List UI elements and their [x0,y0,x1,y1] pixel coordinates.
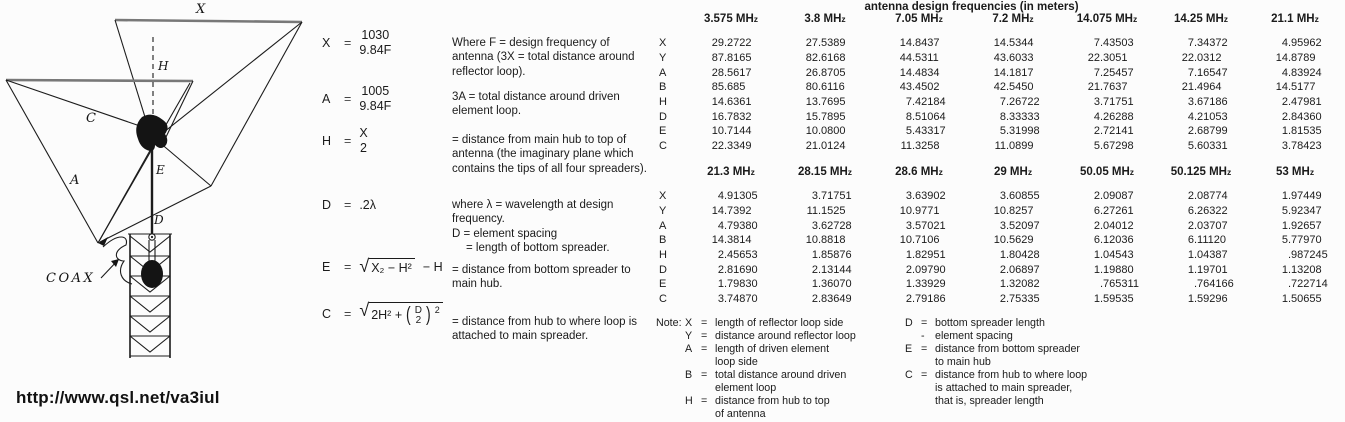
antenna-diagram [0,0,320,380]
label-e: E [156,163,165,177]
table-row [650,277,1345,292]
formula-e: E = √ X₂ − H² − H [322,256,443,276]
note-line: A = length of driven element [685,343,830,355]
row-label: C [659,293,667,306]
table-value: 1 .97449 [1281,190,1322,203]
table-value: 10 .7144 [711,125,752,138]
explanation-h: = distance from main hub to top of antenna (the imaginary plane which contains the tips of all four spreaders). [452,134,647,175]
table-value: 1 .04387 [1187,249,1228,262]
column-header: 28.6 MH z [895,166,943,178]
note-line: C = distance from hub to where loop [905,369,1088,381]
table-value: 2 .03707 [1187,219,1228,232]
table-value: 10 .8818 [805,234,846,247]
formula-h: H = X 2 [322,126,368,155]
table-value: 2 .81690 [717,263,758,276]
table-row [650,248,1345,263]
table-value: 8 .51064 [905,110,946,123]
label-coax: COAX [46,271,96,286]
row-label: X [659,190,667,203]
note-line: loop side [715,356,758,368]
table-value: 3 .63902 [905,190,946,203]
formula-c: C = √ 2H² + ( D 2 ) 2 [322,302,443,325]
row-label: E [659,278,667,291]
explanation-f: Where F = design frequency of antenna (3X = total distance around reflector loop). [452,37,635,78]
table-value: 21 .7637 [1087,81,1128,94]
table-value: 80 .6116 [805,81,845,94]
table-value: 8 .33333 [999,110,1040,123]
table-value: 26 .8705 [805,66,846,79]
table-value: 22 .0312 [1181,52,1222,65]
table-value: 1 .19701 [1187,263,1228,276]
table-value: 14 .5344 [993,37,1034,50]
table-value: 1 .92657 [1281,219,1322,232]
column-header: 21.3 MH z [707,166,755,178]
table-value: 16 .7832 [711,110,752,123]
row-label: A [659,219,667,232]
label-x: X [196,2,206,17]
balun-blob [141,260,163,288]
table-value: 11 .3258 [900,140,940,153]
table-value: 42 .5450 [993,81,1034,94]
table-value: 4 .95962 [1281,37,1322,50]
table-value: 14 .5177 [1275,81,1316,94]
table-value: 6 .26322 [1187,205,1228,218]
table-value: 2 .68799 [1187,125,1228,138]
table-value: 2 .09790 [905,263,946,276]
row-label: D [659,110,667,123]
table-value: 2 .04012 [1093,219,1134,232]
row-label: B [659,234,667,247]
note-line: B = total distance around driven [685,369,847,381]
table-value: 6 .12036 [1093,234,1134,247]
table-value: 2 .47981 [1281,96,1322,109]
table-value: 2 .72141 [1093,125,1134,138]
driven-top-wire [6,80,193,81]
table-value: 2 .13144 [811,263,852,276]
table-value: 7 .34372 [1187,37,1228,50]
table-value: 3 .74870 [717,293,758,306]
table-row [650,189,1345,204]
table-value: 2 .79186 [905,293,946,306]
table-value: 3 .60855 [999,190,1040,203]
tower-lattice [128,234,172,358]
table-value: 85 .685 [711,81,746,94]
table-value: 14 .8437 [899,37,940,50]
table-value: 3 .67186 [1187,96,1228,109]
row-label: H [659,96,667,109]
table-value: 82 .6168 [805,52,846,65]
table-row [650,36,1345,51]
table-row [650,292,1345,307]
table-value: .987245 [1288,249,1328,262]
row-label: D [659,263,667,276]
note-label: Note: [656,317,682,329]
table-value: 43 .4502 [899,81,940,94]
table-value: 5 .92347 [1281,205,1322,218]
table-value: 7 .25457 [1093,66,1134,79]
note-line: is attached to main spreader, [935,382,1073,394]
table-value: 5 .77970 [1281,234,1322,247]
column-header: 7.05 MH z [895,13,943,25]
table-value: 2 .45653 [717,249,758,262]
table-value: 14 .3814 [711,234,752,247]
table-value: 3 .62728 [811,219,852,232]
main-hub [136,115,167,151]
table-value: 5 .43317 [905,125,946,138]
table-value: .722714 [1288,278,1328,291]
table-value: 87 .8165 [711,52,752,65]
table-value: 44 .5311 [899,52,939,65]
table-value: 1 .50655 [1281,293,1322,306]
table-value: 1 .81535 [1281,125,1322,138]
row-label: C [659,140,667,153]
table-row [650,95,1345,110]
table-value: 1 .82951 [905,249,946,262]
table-value: 1 .59296 [1187,293,1228,306]
table-value: 29 .2722 [711,37,752,50]
table-row [650,204,1345,219]
column-header: 28.15 MH z [797,166,853,178]
table-row [650,51,1345,66]
table-value: 13 .7695 [805,96,846,109]
table-value: 2 .83649 [811,293,852,306]
note-line: that is, spreader length [935,395,1044,407]
table-value: 3 .57021 [905,219,946,232]
note-line: H = distance from hub to top [685,395,830,407]
note-line: D = bottom spreader length [905,317,1045,329]
table-value: 10 .0800 [805,125,846,138]
frequency-table-1 [650,13,1345,154]
table-value: 1 .13208 [1281,263,1322,276]
table-value: 14 .7392 [711,205,752,218]
table-value: 1 .32082 [999,278,1040,291]
table-value: 27 .5389 [805,37,846,50]
table-value: 6 .27261 [1093,205,1134,218]
table-value: 4 .79380 [717,219,758,232]
table-value: .764166 [1194,278,1234,291]
table-value: 5 .67298 [1093,140,1134,153]
table-row [650,124,1345,139]
table-value: 15 .7895 [805,110,846,123]
table-value: 7 .26722 [999,96,1040,109]
table-value: 14 .1817 [993,66,1034,79]
table-value: 4 .83924 [1281,66,1322,79]
table-row [650,139,1345,154]
table-value: 1 .85876 [811,249,852,262]
table-value: 1 .33929 [905,278,946,291]
reflector-top-wire [115,20,302,22]
table-value: 2 .08774 [1187,190,1228,203]
table-value: 10 .7106 [899,234,940,247]
table-value: 2 .09087 [1093,190,1134,203]
table-value: 3 .78423 [1281,140,1322,153]
table-value: 14 .6361 [711,96,752,109]
note-line: X = length of reflector loop side [685,317,844,329]
row-label: B [659,81,667,94]
table-value: 1 .04543 [1093,249,1134,262]
table-value: 21 .4964 [1181,81,1222,94]
table-row [650,65,1345,80]
row-label: X [659,37,667,50]
table-value: 4 .21053 [1187,110,1228,123]
formula-a: A = 1005 9.84F [322,84,392,113]
explanation-3a: 3A = total distance around driven element loop. [452,91,620,118]
note-line: to main hub [935,356,991,368]
row-label: E [659,125,667,138]
table-value: 10 .5629 [993,234,1034,247]
column-header: 53 MH z [1275,166,1315,178]
table-value: 3 .71751 [811,190,852,203]
table-value: 3 .71751 [1093,96,1134,109]
table-value: 1 .19880 [1093,263,1134,276]
table-value: 7 .42184 [905,96,946,109]
table-row [650,233,1345,248]
row-label: A [659,66,667,79]
table-value: 1 .80428 [999,249,1040,262]
table-value: 22 .3349 [711,140,752,153]
table-value: 11 .0899 [994,140,1034,153]
table-value: 7 .43503 [1093,37,1134,50]
table-value: 11 .1525 [806,205,846,218]
note-line: E = distance from bottom spreader [905,343,1080,355]
table-value: 2 .06897 [999,263,1040,276]
table-value: 1 .36070 [811,278,852,291]
table-value: 3 .52097 [999,219,1040,232]
frequency-table-2 [650,166,1345,307]
table-title: antenna design frequencies (in meters) [864,1,1079,13]
table-value: 14 .8789 [1275,52,1316,65]
table-value: 10 .9771 [899,205,940,218]
row-label: H [659,249,667,262]
table-value: 5 .60331 [1187,140,1228,153]
column-header: 21.1 MH z [1271,13,1319,25]
table-value: 1 .59535 [1093,293,1134,306]
table-row [650,109,1345,124]
table-value: 7 .16547 [1187,66,1228,79]
table-value: 43 .6033 [993,52,1034,65]
note-column-right [905,317,1135,408]
note-line: element loop [715,382,777,394]
column-header: 3.8 MH z [804,13,846,25]
table-row [650,80,1345,95]
label-a: A [70,173,80,188]
loop-corner-arrow [98,237,108,246]
table-value: 2 .75335 [999,293,1040,306]
column-header: 29 MH z [993,166,1033,178]
label-c: C [86,111,96,126]
table-row [650,262,1345,277]
table-value: 21 .0124 [805,140,846,153]
note-column-left [685,317,900,421]
table-value: .765311 [1100,278,1139,291]
table-value: 22 .3051 [1087,52,1128,65]
table-value: 4 .26288 [1093,110,1134,123]
source-url: http://www.qsl.net/va3iul [16,388,220,407]
column-header: 50.125 MH z [1170,166,1232,178]
note-line: - element spacing [921,330,1013,342]
table-value: 2 .84360 [1281,110,1322,123]
table-value: 1 .79830 [717,278,758,291]
column-header: 50.05 MH z [1079,166,1135,178]
row-label: Y [659,205,667,218]
note-line: of antenna [715,408,766,420]
label-d: D [154,213,164,227]
explanation-e: = distance from bottom spreader to main hub. [452,264,631,291]
formula-x: X = 1030 9.84F [322,28,392,57]
table-value: 28 .5617 [711,66,752,79]
table-value: 6 .11120 [1187,234,1227,247]
table-value: 14 .4834 [899,66,940,79]
row-label: Y [659,52,667,65]
column-header: 14.25 MH z [1173,13,1229,25]
column-header: 7.2 MH z [992,13,1034,25]
formula-d: D = .2λ [322,198,376,212]
table-value: 10 .8257 [993,205,1034,218]
table-value: 4 .91305 [717,190,758,203]
table-row [650,218,1345,233]
column-header: 3.575 MH z [703,13,759,25]
note-line: Y = distance around reflector loop [685,330,856,342]
label-h: H [158,59,169,73]
explanation-d: where λ = wavelength at design frequency. D = element spacing = length of bottom spreader. [452,199,614,254]
table-value: 5 .31998 [999,125,1040,138]
explanation-c: = distance from hub to where loop is attached to main spreader. [452,316,638,343]
column-header: 14.075 MH z [1076,13,1138,25]
